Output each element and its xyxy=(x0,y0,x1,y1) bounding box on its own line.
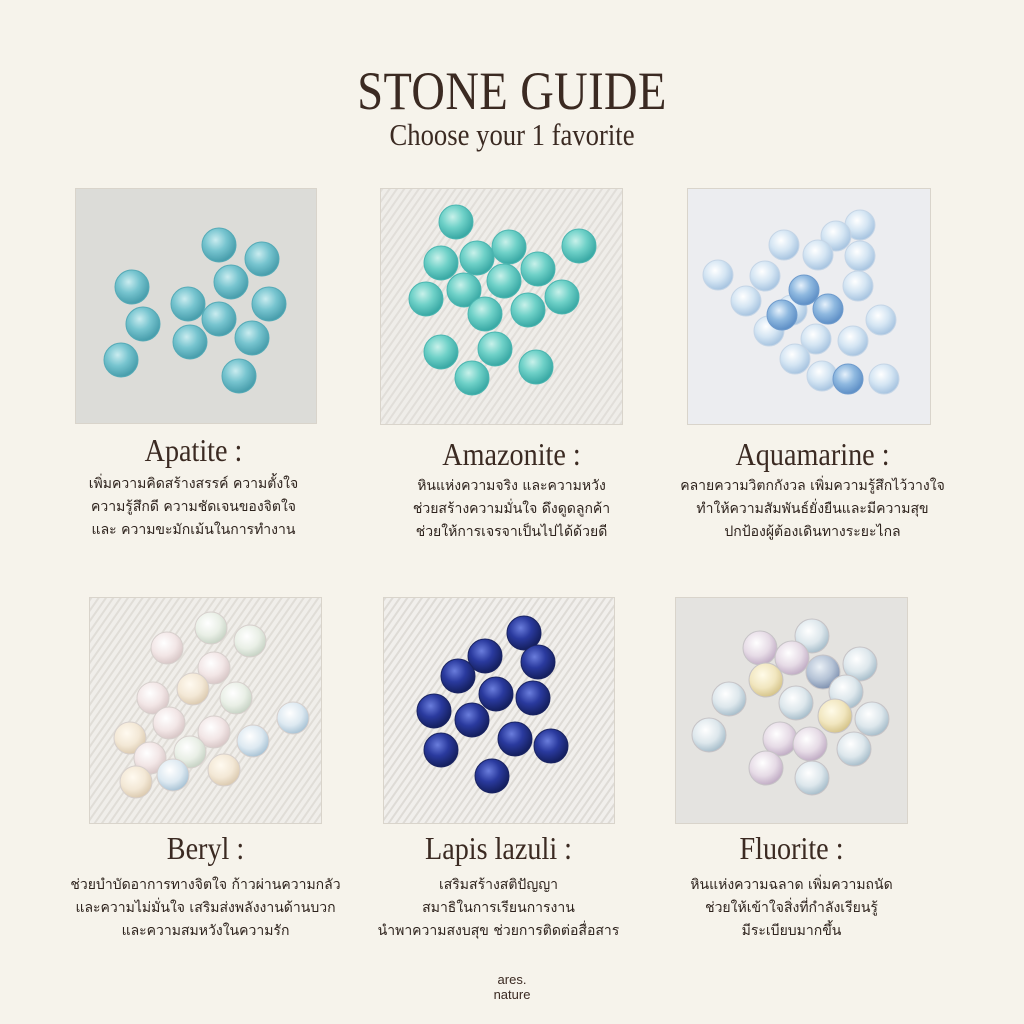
desc-line: และความสมหวังในความรัก xyxy=(121,923,290,939)
amazonite-photo xyxy=(380,188,623,425)
apatite-photo xyxy=(75,188,317,424)
stone-description xyxy=(341,475,682,544)
desc-line: นำพาความสงบสุข ช่วยการติดต่อสื่อสาร xyxy=(377,923,620,939)
desc-line: หินแห่งความฉลาด เพิ่มความถนัด xyxy=(690,877,893,893)
apatite-beads-image xyxy=(76,189,316,423)
lapis-lazuli-photo xyxy=(383,597,615,824)
desc-line: สมาธิในการเรียนการงาน xyxy=(422,900,575,916)
desc-line: ปกป้องผู้ต้องเดินทางระยะไกล xyxy=(724,524,901,540)
aquamarine-beads-image xyxy=(688,189,930,424)
desc-line: เสริมสร้างสติปัญญา xyxy=(438,877,559,893)
desc-line: ทำให้ความสัมพันธ์ยั่งยืนและมีความสุข xyxy=(696,501,929,517)
stone-description xyxy=(328,874,669,943)
stone-card-lapis-lazuli xyxy=(328,597,669,952)
desc-line: ความรู้สึกดี ความชัดเจนของจิตใจ xyxy=(90,499,297,515)
stone-description xyxy=(35,874,376,943)
desc-line: หินแห่งความจริง และความหวัง xyxy=(417,478,606,494)
stone-card-aquamarine xyxy=(642,188,983,548)
page-subtitle: Choose your 1 favorite xyxy=(389,117,635,152)
stone-description xyxy=(642,475,983,544)
stone-name: Aquamarine : xyxy=(735,436,890,472)
amazonite-beads-image xyxy=(381,189,622,424)
brand-line: nature xyxy=(493,987,531,1002)
stone-name: Beryl : xyxy=(166,830,245,866)
desc-line: ช่วยให้การเจรจาเป็นไปได้ด้วยดี xyxy=(415,524,608,540)
brand-line: ares. xyxy=(497,972,527,987)
stone-name: Amazonite : xyxy=(442,436,581,472)
desc-line: คลายความวิตกกังวล เพิ่มความรู้สึกไว้วางใจ xyxy=(680,478,945,494)
fluorite-beads-image xyxy=(676,598,907,823)
desc-line: มีระเบียบมากขึ้น xyxy=(741,923,842,939)
stone-name: Lapis lazuli : xyxy=(424,830,573,866)
stone-name: Apatite : xyxy=(144,432,243,468)
stone-card-fluorite xyxy=(621,597,962,952)
desc-line: และความไม่มั่นใจ เสริมส่งพลังงานด้านบวก xyxy=(75,900,336,916)
brand-logo xyxy=(0,972,1024,1002)
stone-description xyxy=(23,473,364,542)
page-title: STONE GUIDE xyxy=(357,61,667,121)
lapis-lazuli-beads-image xyxy=(384,598,614,823)
beryl-beads-image xyxy=(90,598,321,823)
stone-description xyxy=(621,874,962,943)
desc-line: และ ความขะมักเม้นในการทำงาน xyxy=(91,522,296,538)
stone-card-beryl xyxy=(35,597,376,952)
desc-line: ช่วยให้เข้าใจสิ่งที่กำลังเรียนรู้ xyxy=(705,900,878,916)
fluorite-photo xyxy=(675,597,908,824)
desc-line: เพิ่มความคิดสร้างสรรค์ ความตั้งใจ xyxy=(88,476,299,492)
desc-line: ช่วยบำบัดอาการทางจิตใจ ก้าวผ่านความกลัว xyxy=(70,877,341,893)
stone-card-amazonite xyxy=(341,188,682,548)
stone-card-apatite xyxy=(23,188,364,548)
desc-line: ช่วยสร้างความมั่นใจ ดึงดูดลูกค้า xyxy=(412,501,611,517)
beryl-photo xyxy=(89,597,322,824)
stone-name: Fluorite : xyxy=(739,830,844,866)
aquamarine-photo xyxy=(687,188,931,425)
